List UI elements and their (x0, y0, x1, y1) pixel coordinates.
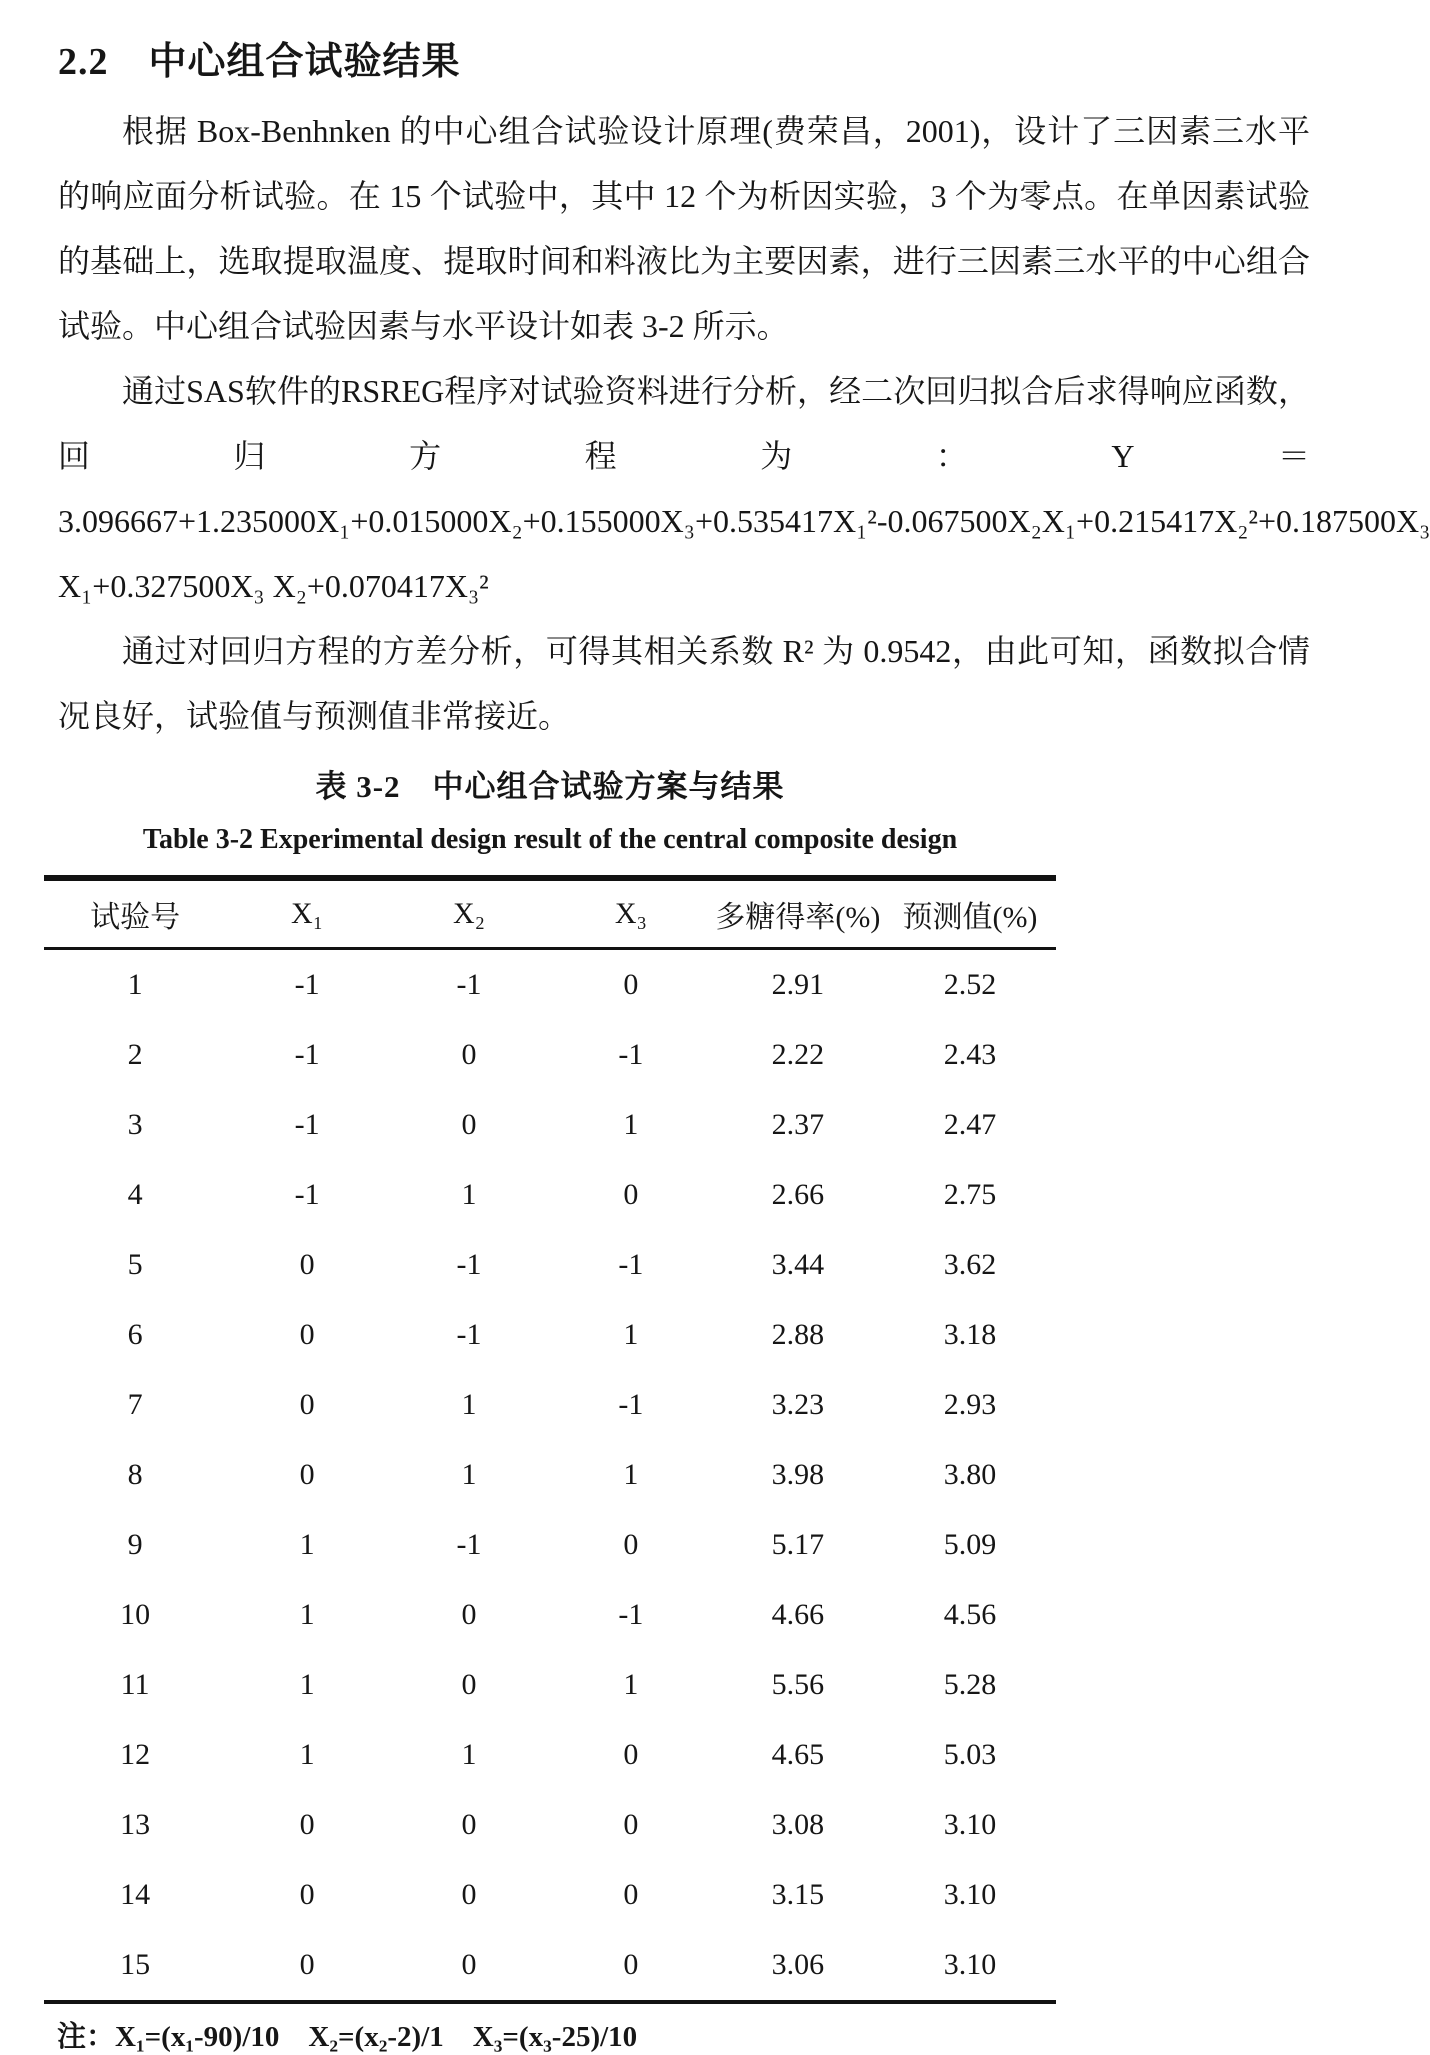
table-row (44, 1440, 1056, 1510)
table-row (44, 949, 1056, 1021)
table-cell: -1 (294, 1038, 320, 1071)
column-header-x1: X₁ (226, 878, 388, 949)
table-cell: 4.65 (771, 1738, 825, 1771)
table-cell: 2.66 (771, 1178, 825, 1211)
section-title: 中心组合试验结果 (148, 41, 461, 83)
table-cell: 12 (120, 1738, 151, 1771)
table-cell: 3.44 (771, 1248, 825, 1281)
table-cell: 0 (623, 1738, 639, 1771)
table-cell: 4 (127, 1178, 143, 1211)
table-row (44, 1020, 1056, 1090)
table-row (44, 1650, 1056, 1720)
table-cell: -1 (456, 1528, 482, 1561)
table-cell: -1 (456, 1248, 482, 1281)
table-cell: 14 (120, 1878, 151, 1911)
table-row (44, 1230, 1056, 1300)
column-header-polysaccharide-yield: 多糖得率(%) (712, 878, 884, 949)
paragraph-anova-result: 通过对回归方程的方差分析，可得其相关系数 R² 为 0.9542，由此可知，函数拟合情况良好，试验值与预测值非常接近。 (58, 633, 1310, 734)
table-caption-zh: 表 3-2 中心组合试验方案与结果 (315, 769, 785, 804)
table-cell: 0 (461, 1038, 477, 1071)
table-cell: 10 (120, 1598, 151, 1631)
table-cell: 1 (623, 1458, 639, 1491)
table-cell: 5 (127, 1248, 143, 1281)
table-cell: 0 (299, 1948, 315, 1981)
table-cell: 0 (299, 1878, 315, 1911)
table-row (44, 1370, 1056, 1440)
table-cell: 13 (120, 1808, 151, 1841)
table-cell: 5.03 (943, 1738, 997, 1771)
table-row (44, 1510, 1056, 1580)
table-cell: 4.66 (771, 1598, 825, 1631)
table-cell: 2.47 (943, 1108, 997, 1141)
table-cell: 1 (461, 1178, 477, 1211)
table-cell: 15 (120, 1948, 151, 1981)
table-cell: 0 (299, 1388, 315, 1421)
table-body (44, 949, 1056, 2003)
table-cell: 1 (461, 1388, 477, 1421)
table-cell: 2.22 (771, 1038, 825, 1071)
table-cell: -1 (456, 1318, 482, 1351)
table-cell: 2.75 (943, 1178, 997, 1211)
section-number: 2.2 (58, 41, 109, 83)
table-cell: -1 (456, 968, 482, 1001)
table-cell: 0 (623, 1948, 639, 1981)
table-cell: 4.56 (943, 1598, 997, 1631)
table-cell: 6 (127, 1318, 143, 1351)
column-header-predicted-value: 预测值(%) (884, 878, 1056, 949)
table-cell: 3.62 (943, 1248, 997, 1281)
table-cell: 2.43 (943, 1038, 997, 1071)
table-cell: -1 (294, 1178, 320, 1211)
table-row (44, 1790, 1056, 1860)
table-cell: 0 (299, 1458, 315, 1491)
table-cell: -1 (294, 1108, 320, 1141)
column-header-x2: X₂ (388, 878, 550, 949)
table-row (44, 1090, 1056, 1160)
table-cell: -1 (618, 1388, 644, 1421)
table-row (44, 1860, 1056, 1930)
table-cell: 1 (623, 1668, 639, 1701)
table-cell: 2.52 (943, 968, 997, 1001)
table-cell: 3.98 (771, 1458, 825, 1491)
table-cell: 3.15 (771, 1878, 825, 1911)
table-caption-en: Table 3-2 Experimental design result of the central composite design (142, 824, 958, 855)
table-cell: 3.18 (943, 1318, 997, 1351)
table-cell: 0 (461, 1878, 477, 1911)
table-block (44, 765, 1056, 2055)
table-row (44, 1930, 1056, 2002)
table-cell: 2.91 (771, 968, 825, 1001)
table-cell: -1 (294, 968, 320, 1001)
table-cell: -1 (618, 1598, 644, 1631)
table-cell: 2.37 (771, 1108, 825, 1141)
section-heading (58, 30, 1310, 85)
table-cell: 2.93 (943, 1388, 997, 1421)
table-cell: 5.56 (771, 1668, 825, 1701)
table-cell: 1 (299, 1738, 315, 1771)
table-cell: 0 (623, 968, 639, 1001)
column-header-run-number: 试验号 (44, 878, 226, 949)
table-cell: 0 (623, 1528, 639, 1561)
table-cell: 3.06 (771, 1948, 825, 1981)
table-cell: 5.17 (771, 1528, 825, 1561)
table-cell: 1 (299, 1598, 315, 1631)
table-cell: 9 (127, 1528, 143, 1561)
table-cell: 1 (623, 1108, 639, 1141)
table-cell: 0 (623, 1808, 639, 1841)
table-cell: -1 (618, 1248, 644, 1281)
table-cell: 0 (623, 1878, 639, 1911)
table-cell: 3.08 (771, 1808, 825, 1841)
table-cell: 1 (461, 1458, 477, 1491)
paragraph-regression-equation: 通过SAS软件的RSREG程序对试验资料进行分析，经二次回归拟合后求得响应函数，回归方程为：Y＝3.096667+1.235000X₁+0.015000X₂+0.155000X₃+0.535417X₁²-0.067500X₂X₁+0.215417X₂²+0.187500X₃ X₁+0.327500X₃ X₂+0.070417X₃² (58, 373, 1430, 604)
table-cell: 3.80 (943, 1458, 997, 1491)
table-cell: 1 (299, 1528, 315, 1561)
table-cell: 2.88 (771, 1318, 825, 1351)
table-cell: 1 (299, 1668, 315, 1701)
table-header-row (44, 878, 1056, 949)
table-cell: 0 (461, 1598, 477, 1631)
table-cell: 5.28 (943, 1668, 997, 1701)
table-cell: 0 (461, 1108, 477, 1141)
table-cell: 8 (127, 1458, 143, 1491)
table-cell: 0 (461, 1668, 477, 1701)
table-cell: 0 (623, 1178, 639, 1211)
table-cell: 2 (127, 1038, 143, 1071)
table-cell: 1 (623, 1318, 639, 1351)
table-cell: 3.23 (771, 1388, 825, 1421)
table-cell: 3.10 (943, 1808, 997, 1841)
table-cell: 3.10 (943, 1948, 997, 1981)
table-cell: 1 (127, 968, 143, 1001)
table-cell: 0 (299, 1248, 315, 1281)
table-row (44, 1300, 1056, 1370)
table-cell: 0 (299, 1318, 315, 1351)
table-row (44, 1160, 1056, 1230)
results-table (44, 875, 1056, 2004)
table-cell: 1 (461, 1738, 477, 1771)
table-cell: 3.10 (943, 1878, 997, 1911)
table-cell: -1 (618, 1038, 644, 1071)
table-cell: 0 (299, 1808, 315, 1841)
table-cell: 11 (120, 1668, 150, 1701)
table-cell: 5.09 (943, 1528, 997, 1561)
table-cell: 0 (461, 1808, 477, 1841)
table-cell: 0 (461, 1948, 477, 1981)
table-row (44, 1580, 1056, 1650)
table-row (44, 1720, 1056, 1790)
table-note: 注：X₁=(x₁-90)/10 X₂=(x₂-2)/1 X₃=(x₃-25)/10 (57, 2021, 638, 2053)
paragraph-design-description: 根据 Box-Benhnken 的中心组合试验设计原理(费荣昌，2001)，设计了三因素三水平的响应面分析试验。在 15 个试验中，其中 12 个为析因实验，3 个为零点。在单因素试验的基础上，选取提取温度、提取时间和料液比为主要因素，进行三因素三水平的中心组合试验。中心组合试验因素与水平设计如表 3-2 所示。 (58, 113, 1310, 344)
column-header-x3: X₃ (550, 878, 712, 949)
table-cell: 7 (127, 1388, 143, 1421)
table-cell: 3 (127, 1108, 143, 1141)
